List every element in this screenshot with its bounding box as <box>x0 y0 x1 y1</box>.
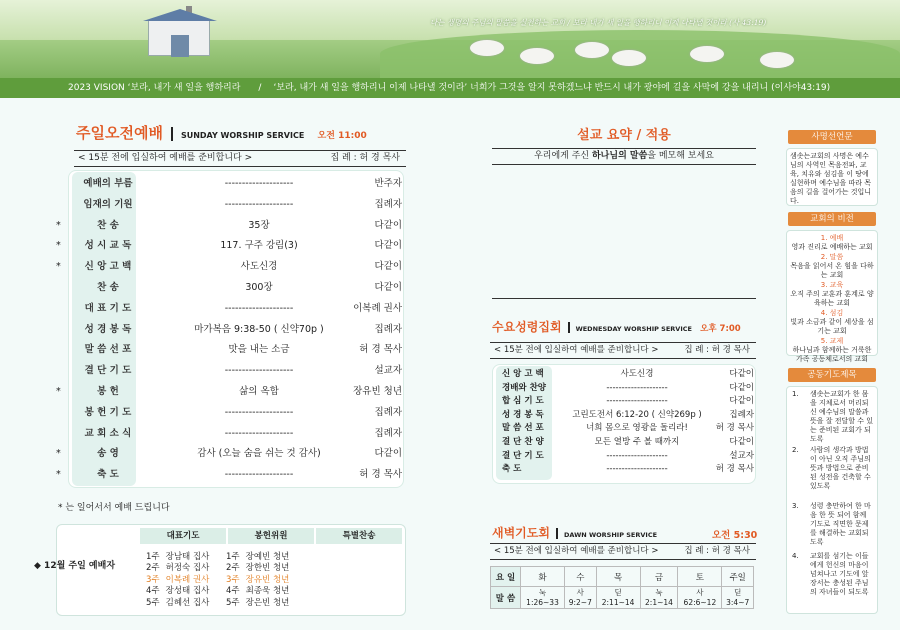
order-label: 예배의 부름 <box>83 178 133 189</box>
server-name: 장성태 집사 <box>165 586 210 597</box>
vision-body: 목음을 읽어서 온 힘을 다하는 교회 <box>790 262 874 279</box>
server-name: 허정숙 집사 <box>165 563 210 574</box>
vision-title: 교회의 비전 <box>788 212 876 226</box>
sheep-icon <box>575 42 609 58</box>
order-content: 117. 구주 강림(3) <box>220 240 298 252</box>
order-label: 신 앙 고 백 <box>84 261 132 273</box>
verse-range: 9:2~7 <box>568 597 592 607</box>
mission-text: 샘솟는교회의 사명은 예수님의 사역인 목음전파, 교육, 치유와 섬김을 이 땅에 실현하며 예수님을 따라 목음의 길을 걸어가는 것입니다. <box>790 152 872 205</box>
sunday-prep: < 15분 전에 입실하여 예배를 준비합니다 > <box>78 153 253 163</box>
order-row <box>56 257 406 277</box>
order-row <box>56 236 406 256</box>
vision-right: ‘보라, 내가 새 일을 행하리니 이제 나타낼 것이라’ 너희가 그것을 알지 못하겠느냐 반드시 내가 광야에 길을 사막에 강을 내리니 (이사야43:19) <box>273 83 831 93</box>
order-content: -------------------- <box>224 427 294 439</box>
wednesday-prep-line <box>490 342 756 359</box>
order-row <box>56 216 406 236</box>
order-content: -------------------- <box>224 302 294 314</box>
prayer-title: 공동기도제목 <box>788 368 876 382</box>
order-content: 사도신경 <box>240 261 278 273</box>
order-leader: 집례자 <box>374 198 402 210</box>
sermon-intro <box>492 148 756 165</box>
verse-book: 눅 <box>655 587 663 597</box>
order-leader: 허 경 목사 <box>359 469 402 481</box>
dawn-day-row <box>491 567 754 587</box>
vision-separator: / <box>258 83 262 93</box>
order-label: 봉 헌 <box>97 386 119 397</box>
week: 3주 <box>146 574 160 585</box>
order-content: 300장 <box>245 282 273 293</box>
sunday-leader: 집 례 : 허 경 목사 <box>330 153 400 163</box>
order-label: 경배와 찬양 <box>502 382 547 393</box>
order-content: 사도신경 <box>620 369 654 379</box>
server-name: 장한빈 청년 <box>245 563 290 574</box>
offering-server <box>226 586 289 597</box>
order-label: 성 시 교 독 <box>84 240 132 252</box>
verse-book: 딛 <box>614 587 622 597</box>
order-leader: 허 경 목사 <box>359 344 402 356</box>
vision-head: 5. 교제 <box>820 337 844 345</box>
vision-head: 3. 교육 <box>820 281 844 289</box>
order-content: 마가복음 9:38-50 ( 신약70p ) <box>194 323 324 335</box>
order-row <box>56 278 406 298</box>
order-leader: 이복례 권사 <box>353 302 402 314</box>
server-name: 장남태 집사 <box>165 552 210 562</box>
sunday-subtitle: SUNDAY WORSHIP SERVICE <box>180 131 305 140</box>
sheep-icon <box>470 40 504 56</box>
verse-range: 3:4~7 <box>726 597 750 607</box>
week: 2주 <box>226 563 240 574</box>
order-content: -------------------- <box>224 178 294 189</box>
wednesday-time: 오후 7:00 <box>700 324 741 334</box>
wednesday-row <box>498 422 754 434</box>
prayer-number: 2. <box>792 446 799 454</box>
order-leader: 설교자 <box>729 450 754 461</box>
wednesday-header <box>492 318 741 335</box>
order-content: -------------------- <box>224 406 294 418</box>
prayer-server <box>146 552 209 563</box>
sunday-header <box>76 122 367 143</box>
verse-range: 1:26~33 <box>526 597 559 607</box>
wednesday-row <box>498 382 754 394</box>
week: 4주 <box>226 586 240 597</box>
order-row <box>56 424 406 444</box>
order-label: 찬 송 <box>97 219 119 231</box>
order-leader: 다같이 <box>729 437 754 447</box>
title-divider <box>556 528 558 539</box>
order-row <box>56 403 406 423</box>
standing-mark: * <box>56 240 61 252</box>
order-label: 성 경 봉 독 <box>502 409 544 420</box>
offering-server <box>226 598 289 609</box>
order-leader: 반주자 <box>374 178 402 189</box>
prayer-text: 교회를 섬기는 이들에게 헌신의 마음이 넘쳐나고 기도에 앞장서는 충성된 주님의 자녀들이 되도록 <box>810 552 869 596</box>
wednesday-subtitle: WEDNESDAY WORSHIP SERVICE <box>575 325 692 333</box>
order-content: -------------------- <box>224 365 294 377</box>
wednesday-row <box>498 395 754 407</box>
offering-server <box>226 575 289 586</box>
order-label: 봉 헌 기 도 <box>84 406 132 418</box>
prayer-number: 1. <box>792 390 799 398</box>
order-label: 축 도 <box>97 469 119 481</box>
standing-mark: * <box>56 261 61 273</box>
order-content: -------------------- <box>606 464 668 475</box>
prayer-server <box>146 575 209 586</box>
sermon-intro-bold: 하나님의 말씀 <box>591 151 648 161</box>
sheep-icon <box>612 50 646 66</box>
monthly-label: ◆ 12월 주일 예배자 <box>34 561 116 571</box>
order-leader: 설교자 <box>374 365 402 377</box>
vision-bar <box>0 78 900 98</box>
wednesday-leader: 집 례 : 허 경 목사 <box>684 345 750 355</box>
order-label: 말 씀 선 포 <box>502 423 544 434</box>
week: 3주 <box>226 574 240 585</box>
header-prayer: 대표기도 <box>140 528 226 544</box>
header-offering: 봉헌위원 <box>228 528 314 544</box>
sermon-intro-pre: 우리에게 주신 <box>534 151 592 161</box>
prayer-number: 3. <box>792 502 799 510</box>
order-leader: 다같이 <box>374 261 402 273</box>
order-row <box>56 465 406 485</box>
offering-server <box>226 563 289 574</box>
day-cell: 토 <box>678 567 722 587</box>
title-divider <box>568 322 570 333</box>
order-leader: 집례자 <box>374 406 402 418</box>
week: 4주 <box>146 586 160 597</box>
verse-book: 딛 <box>734 587 742 597</box>
verse-cell <box>640 587 678 609</box>
week: 5주 <box>146 597 160 608</box>
order-leader: 다같이 <box>374 448 402 460</box>
order-content: -------------------- <box>224 198 294 210</box>
standing-mark: * <box>56 469 61 481</box>
order-content: 너희 몸으로 영광을 돌리라! <box>586 423 688 434</box>
title-divider <box>171 127 173 141</box>
offering-server <box>226 552 289 563</box>
verse-book: 눅 <box>538 587 547 597</box>
day-cell: 화 <box>521 567 565 587</box>
order-content: -------------------- <box>606 450 668 461</box>
order-label: 합 심 기 도 <box>502 396 544 407</box>
verse-range: 2:1~14 <box>645 597 673 607</box>
order-leader: 허 경 목사 <box>715 423 754 434</box>
prayer-text: 샘솟는교회가 한 몸을 지체로서 머리되신 예수님의 말씀과 뜻을 잘 전달할 수 있는 준비된 교회가 되도록 <box>810 390 873 443</box>
order-content: 삶의 옥합 <box>239 386 279 397</box>
wednesday-row <box>498 463 754 475</box>
order-leader: 다같이 <box>729 396 754 407</box>
order-label: 결 단 기 도 <box>84 365 132 377</box>
prayer-number: 4. <box>792 552 799 560</box>
order-row <box>56 340 406 360</box>
week: 1주 <box>226 552 240 562</box>
order-label: 축 도 <box>502 464 522 475</box>
dawn-prep: < 15분 전에 입실하여 예배를 준비합니다 > <box>494 546 659 556</box>
church-building-icon <box>148 20 210 56</box>
vision-head: 1. 예배 <box>820 234 844 242</box>
vision-body: 영과 진리로 예배하는 교회 <box>791 243 873 251</box>
dawn-time: 오전 5:30 <box>712 530 758 541</box>
day-cell: 주일 <box>722 567 754 587</box>
server-name: 최종욱 청년 <box>245 586 290 597</box>
prayer-server <box>146 586 209 597</box>
wednesday-row <box>498 409 754 421</box>
order-label: 결 단 찬 양 <box>502 437 544 447</box>
verse-cell <box>722 587 754 609</box>
header-banner <box>0 0 900 78</box>
order-content: 모든 열방 주 볼 때까지 <box>594 437 680 447</box>
week: 2주 <box>146 563 160 574</box>
standing-mark: * <box>56 219 61 231</box>
wednesday-prep: < 15분 전에 입실하여 예배를 준비합니다 > <box>494 345 659 355</box>
order-leader: 다같이 <box>729 369 754 379</box>
vision-head: 4. 섬김 <box>820 309 844 317</box>
order-content: -------------------- <box>606 382 668 393</box>
order-row <box>56 174 406 194</box>
dawn-subtitle: DAWN WORSHIP SERVICE <box>563 531 658 539</box>
verse-book: 사 <box>696 587 704 597</box>
dawn-prep-line <box>490 543 756 560</box>
verse-cell <box>565 587 597 609</box>
order-leader: 다같이 <box>729 382 754 393</box>
order-leader: 다같이 <box>374 240 402 252</box>
prayer-text: 성령 충만하여 한 마음 한 뜻 되어 함께 기도로 직면한 문제를 해결하는 교회되도록 <box>810 502 871 546</box>
vision-left: 2023 VISION ‘보라, 내가 새 일을 행하리라 <box>68 83 241 93</box>
day-cell: 금 <box>640 567 678 587</box>
word-label: 말 씀 <box>491 587 521 609</box>
order-content: 감사 (오늘 숨을 쉬는 것 감사) <box>197 448 321 460</box>
order-row <box>56 320 406 340</box>
order-content: -------------------- <box>224 469 294 481</box>
prayer-server <box>146 563 209 574</box>
order-label: 찬 송 <box>97 282 119 293</box>
dawn-title: 새벽기도회 <box>492 526 550 540</box>
order-leader: 장유빈 청년 <box>353 386 402 397</box>
dawn-schedule-table <box>490 566 754 609</box>
order-leader: 집례자 <box>729 409 754 420</box>
vision-body: 빛과 소금과 같이 세상을 섬기는 교회 <box>790 318 874 335</box>
wednesday-row <box>498 368 754 380</box>
prayer-text: 사람의 생각과 방법이 아닌 오직 주님의 뜻과 방법으로 준비된 성전을 건축할 수 있도록 <box>810 446 871 490</box>
sunday-title: 주일오전예배 <box>76 124 163 142</box>
day-cell: 수 <box>565 567 597 587</box>
order-leader: 다같이 <box>374 219 402 231</box>
order-row <box>56 299 406 319</box>
sunday-time: 오전 11:00 <box>317 131 367 141</box>
day-cell: 목 <box>596 567 640 587</box>
order-content: -------------------- <box>606 396 668 407</box>
banner-verse: 나는 생명의 주님의 말씀을 실천하는 교회 / 보라 내가 새 일을 행하리니 이제 나타낼 것이라 (사 43:19) <box>430 18 767 27</box>
order-row <box>56 382 406 402</box>
order-label: 말 씀 선 포 <box>84 344 132 356</box>
order-label: 결 단 기 도 <box>502 450 544 461</box>
order-leader: 집례자 <box>374 427 402 439</box>
order-label: 임재의 기원 <box>83 198 133 210</box>
order-row <box>56 195 406 215</box>
sheep-icon <box>760 52 794 68</box>
standing-mark: * <box>56 386 61 397</box>
verse-range: 2:11~14 <box>601 597 635 607</box>
header-special-song: 특별찬송 <box>316 528 402 544</box>
server-name: 장유빈 청년 <box>245 574 290 585</box>
dawn-leader: 집 례 : 허 경 목사 <box>684 546 750 556</box>
sermon-notes-end-line <box>492 298 756 299</box>
dawn-word-row <box>491 587 754 609</box>
vision-list <box>790 234 874 365</box>
sermon-intro-post: 을 메모해 보세요 <box>647 151 714 161</box>
server-name: 장예빈 청년 <box>245 552 290 562</box>
sunday-prep-line <box>74 150 406 167</box>
order-label: 교 회 소 식 <box>84 427 132 439</box>
order-content: 고린도전서 6:12-20 ( 신약269p ) <box>572 409 702 420</box>
day-label: 요 일 <box>491 567 521 587</box>
order-label: 신 앙 고 백 <box>502 369 544 379</box>
order-row <box>56 361 406 381</box>
verse-cell <box>596 587 640 609</box>
order-label: 성 경 봉 독 <box>84 323 132 335</box>
sheep-icon <box>690 46 724 62</box>
server-name: 김혜선 집사 <box>165 597 210 608</box>
wednesday-title: 수요성령집회 <box>492 320 562 334</box>
order-label: 대 표 기 도 <box>84 302 132 314</box>
order-leader: 허 경 목사 <box>715 464 754 475</box>
order-leader: 집례자 <box>374 323 402 335</box>
sheep-icon <box>520 48 554 64</box>
vision-body: 하나님과 함께하는 거룩한 가족 공동체로서의 교회 <box>792 346 872 363</box>
wednesday-row <box>498 436 754 448</box>
prayer-server <box>146 598 209 609</box>
order-content: 35장 <box>248 219 270 231</box>
verse-range: 62:6~12 <box>683 597 717 607</box>
order-row <box>56 444 406 464</box>
order-content: 맛을 내는 소금 <box>228 344 290 356</box>
server-name: 이복례 권사 <box>165 574 210 585</box>
mission-title: 사명선언문 <box>788 130 876 144</box>
dawn-header <box>492 524 657 541</box>
standing-mark: * <box>56 448 61 460</box>
vision-body: 오직 주의 교훈과 훈계로 양육하는 교회 <box>790 290 874 307</box>
standing-note: * 는 일어서서 예배 드립니다 <box>58 503 170 513</box>
verse-book: 사 <box>576 587 584 597</box>
server-name: 장은빈 청년 <box>245 597 290 608</box>
order-leader: 다같이 <box>374 282 402 293</box>
sermon-title: 설교 요약 / 적용 <box>577 128 671 143</box>
vision-head: 2. 말씀 <box>820 253 844 261</box>
order-label: 송 영 <box>97 448 119 460</box>
verse-cell <box>521 587 565 609</box>
week: 1주 <box>146 552 160 562</box>
week: 5주 <box>226 597 240 608</box>
wednesday-row <box>498 450 754 462</box>
verse-cell <box>678 587 722 609</box>
